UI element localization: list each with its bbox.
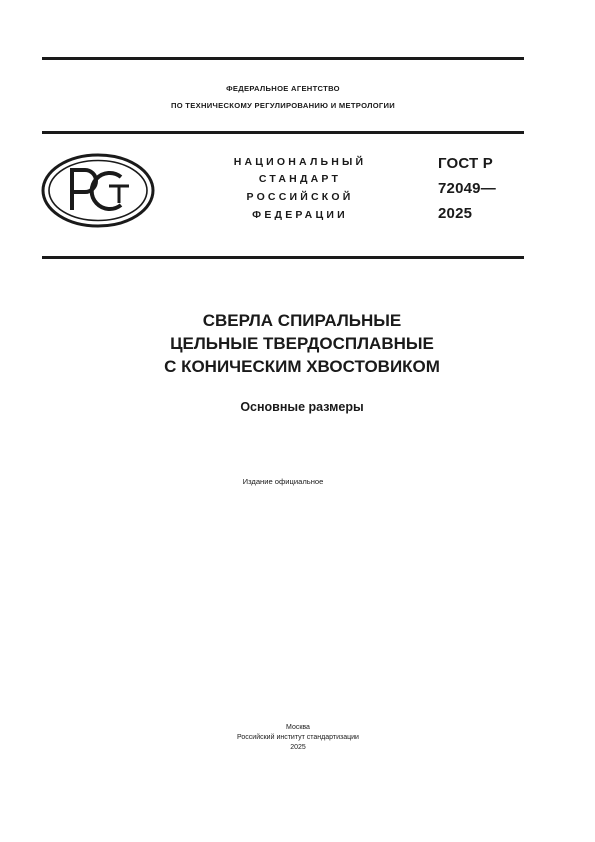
imprint-year: 2025	[290, 744, 306, 751]
middle-rule	[42, 131, 524, 134]
agency-name-line-2: ПО ТЕХНИЧЕСКОМУ РЕГУЛИРОВАНИЮ И МЕТРОЛОГИИ	[170, 101, 396, 110]
lower-rule	[42, 256, 524, 259]
standard-type-line-1: НАЦИОНАЛЬНЫЙ	[233, 156, 367, 168]
standard-type-line-4: ФЕДЕРАЦИИ	[252, 209, 348, 221]
document-subtitle: Основные размеры	[240, 400, 364, 414]
imprint-city: Москва	[286, 724, 310, 731]
top-rule	[42, 57, 524, 60]
imprint-publisher: Российский институт стандартизации	[237, 734, 359, 741]
edition-note: Издание официальное	[242, 477, 324, 486]
designation-line-1: ГОСТ Р	[438, 155, 493, 172]
gost-r-emblem-icon	[41, 153, 155, 228]
document-title-line-2: ЦЕЛЬНЫЕ ТВЕРДОСПЛАВНЫЕ	[170, 334, 434, 353]
agency-name-line-1: ФЕДЕРАЛЬНОЕ АГЕНТСТВО	[226, 84, 340, 93]
designation-line-3: 2025	[438, 205, 473, 222]
designation-line-2: 72049—	[438, 180, 496, 197]
document-title-line-3: С КОНИЧЕСКИМ ХВОСТОВИКОМ	[164, 357, 440, 376]
standard-type-line-2: СТАНДАРТ	[258, 173, 342, 185]
standard-type-line-3: РОССИЙСКОЙ	[246, 191, 354, 203]
document-title-line-1: СВЕРЛА СПИРАЛЬНЫЕ	[202, 311, 402, 330]
